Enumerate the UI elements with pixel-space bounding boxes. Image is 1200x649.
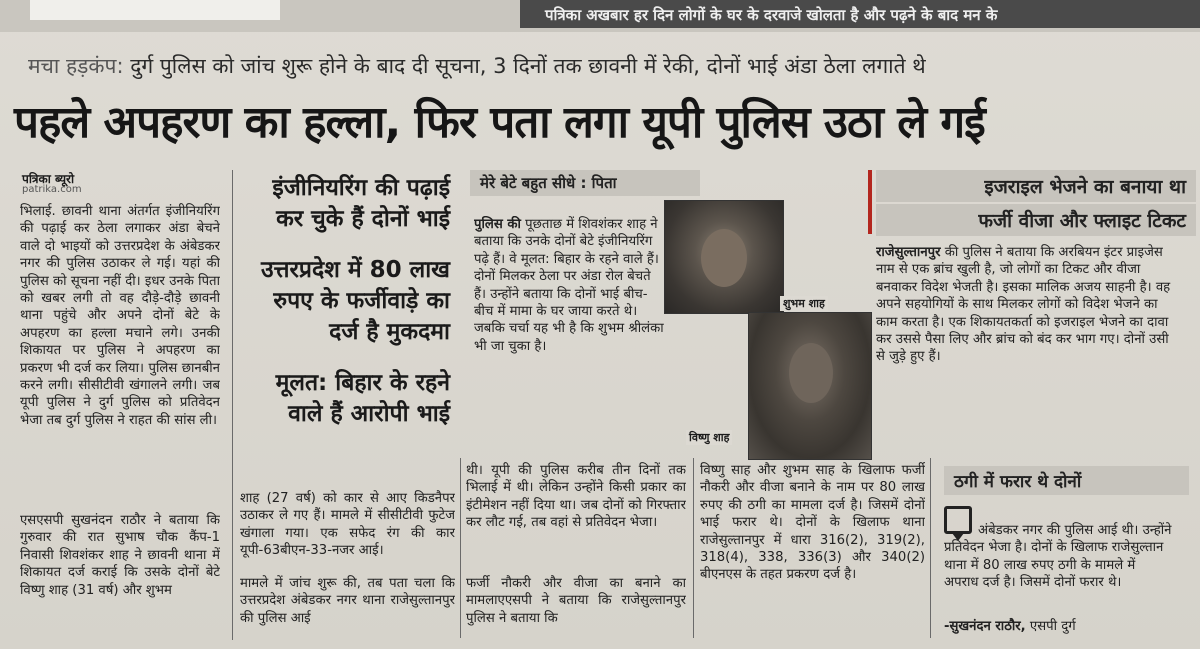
kicker-text: दुर्ग पुलिस को जांच शुरू होने के बाद दी सूचना, 3 दिनों तक छावनी में रेकी, दोनों भाई अंडा ठेला लगाते थे [130,54,926,78]
article-column-2: शाह (27 वर्ष) को कार से आए किडनैपर उठाकर ले गए हैं। मामले में सीसीटीवी फुटेज खंगाला गया। एक सफेद रंग की कार यूपी-63बीएन-33-नजर आई। [240,491,455,559]
father-box-text [474,216,664,456]
article-column-1: भिलाई. छावनी थाना अंतर्गत इंजीनियरिंग की पढ़ाई कर ठेला लगाकर अंडा बेचने वाले दो भाइयों को उत्तरप्रदेश के अंबेडकर नगर की पुलिस उठाकर ले गई। यहां की पुलिस को सूचना नहीं दी। इधर उनके पिता को खबर लगी तो वह दौड़े-दौड़े छावनी थाना पहुंचे और अपने दोनों बेटे के अपहरण का हल्ला मचाने लगे। उनकी शिकायत पर पुलिस ने अपहरण का प्रकरण भी दर्ज कर लिया। पुलिस छानबीन करने लगी। सीसीटीवी खंगालने लगी। जब यूपी पुलिस ने दुर्ग पुलिस को प्रतिवेदन भेजा तब दुर्ग पुलिस ने राहत की सांस ली। [20,204,220,428]
byline: पत्रिका ब्यूरो [22,172,75,186]
photo-caption-vishnu: विष्णु शाह [686,430,732,445]
kicker [28,52,926,80]
article-column-1-continued: एसएसपी सुखनंदन राठौर ने बताया कि गुरुवार की रात सुभाष चौक कैंप-1 निवासी शिवशंकर शाह ने छावनी थाना में शिकायत दर्ज कराई कि उसके दोनों बेटे विष्णु शाह (31 वर्ष) और शुभम [20,513,220,598]
israel-box-lead: राजेसुल्तानपुर [876,245,941,260]
quote-attribution-name: -सुखनंदन राठौर, [944,619,1026,634]
byline-site: patrika.com [22,184,82,195]
quote-attribution [944,618,1172,635]
subhead-engineering: इंजीनियरिंग की पढ़ाई कर चुके हैं दोनों भाई [272,175,450,232]
father-box-body: पूछताछ में शिवशंकर शाह ने बताया कि उनके दोनों बेटे इंजीनियरिंग पढ़े हैं। वे मूलत: बिहार के रहने वाले हैं। दोनों मिलकर ठेला पर अंडा रोल बेचते हैं। उन्होंने बताया कि दोनों भाई बीच-बीच में मामा के घर जाया करते थे। जबकि चर्चा यह भी है कि शुभम श्रीलंका भी जा चुका है। [474,217,664,354]
father-box-lead: पुलिस की [474,217,521,232]
face-shape [701,229,747,287]
headline: पहले अपहरण का हल्ला, फिर पता लगा यूपी पुलिस उठा ले गई [14,97,985,148]
column-divider [232,170,233,640]
quote-attribution-title: एसपी दुर्ग [1029,619,1076,634]
photo-shubham [664,200,784,314]
accent-bar [868,170,872,234]
masthead-strip [0,0,1200,32]
face-shape [789,343,833,403]
subhead-origin: मूलत: बिहार के रहने वाले हैं आरोपी भाई [275,370,450,427]
column-divider [930,458,931,638]
masthead-card [30,0,280,20]
father-box-title: मेरे बेटे बहुत सीधे : पिता [470,170,700,196]
column-divider [693,458,694,638]
column-divider [460,458,461,638]
subhead-fraud-case: उत्तरप्रदेश में 80 लाख रुपए के फर्जीवाड़े का दर्ज है मुकदमा [261,257,450,345]
israel-box-title-line1: इजराइल भेजने का बनाया था [876,170,1196,202]
israel-box-text [876,244,1176,444]
article-column-4: विष्णु साह और शुभम साह के खिलाफ फर्जी नौकरी और वीजा बनाने के नाम पर 80 लाख रुपए की ठगी का मामला दर्ज है। जिसमें दोनों भाई फरार थे। दोनों के खिलाफ थाना राजेसुल्तानपुर में धारा 316(2), 319(2), 318(4), 338, 336(3) और 340(2) बीएनएस के तहत प्रकरण दर्ज है। [700,463,925,583]
article-column-2-continued: मामले में जांच शुरू की, तब पता चला कि उत्तरप्रदेश अंबेडकर नगर थाना राजेसुल्तानपुर की पुलिस आई [240,576,455,626]
photo-caption-shubham: शुभम शाह [780,296,828,311]
kicker-label: मचा हड़कंप: [28,54,124,78]
photo-vishnu [748,312,872,460]
quote-box-title: ठगी में फरार थे दोनों [944,466,1189,495]
quote-box-text: अंबेडकर नगर की पुलिस आई थी। उन्होंने प्रतिवेदन भेजा है। दोनों के खिलाफ राजेसुल्तान थाना में 80 लाख रुपए ठगी के मामले में अपराध दर्ज है। जिसमें दोनों फरार थे। [944,523,1172,591]
article-column-3: थी। यूपी की पुलिस करीब तीन दिनों तक भिलाई में थी। लेकिन उन्होंने किसी प्रकार का इंटीमेशन नहीं दिया था। जब दोनों को गिरफ्तार कर लौट गई, तब वहां से प्रतिवेदन भेजा। [466,463,686,531]
masthead-text: पत्रिका अखबार हर दिन लोगों के घर के दरवाजे खोलता है और पढ़ने के बाद मन के [545,6,998,24]
israel-box-title-line2: फर्जी वीजा और फ्लाइट टिकट [876,204,1196,236]
israel-box-body: की पुलिस ने बताया कि अरबियन इंटर प्राइजेस नाम से एक ब्रांच खुली है, जो लोगों का टिकट और वीजा बनवाकर विदेश भेजती है। इसका मालिक अजय साहनी है। वह अपने सहयोगियों के साथ मिलकर लोगों को विदेश भेजने का काम करता है। एक शिकायतकर्ता को इजराइल भेजने का दावा कर उससे पैसा लिए और ब्रांच को बंद कर भाग गए। दोनों उसी से जुड़े हुए हैं। [876,245,1171,365]
article-column-3-continued: फर्जी नौकरी और वीजा का बनाने का मामलाएएसपी ने बताया कि राजेसुल्तानपुर पुलिस ने बताया कि [466,576,686,626]
